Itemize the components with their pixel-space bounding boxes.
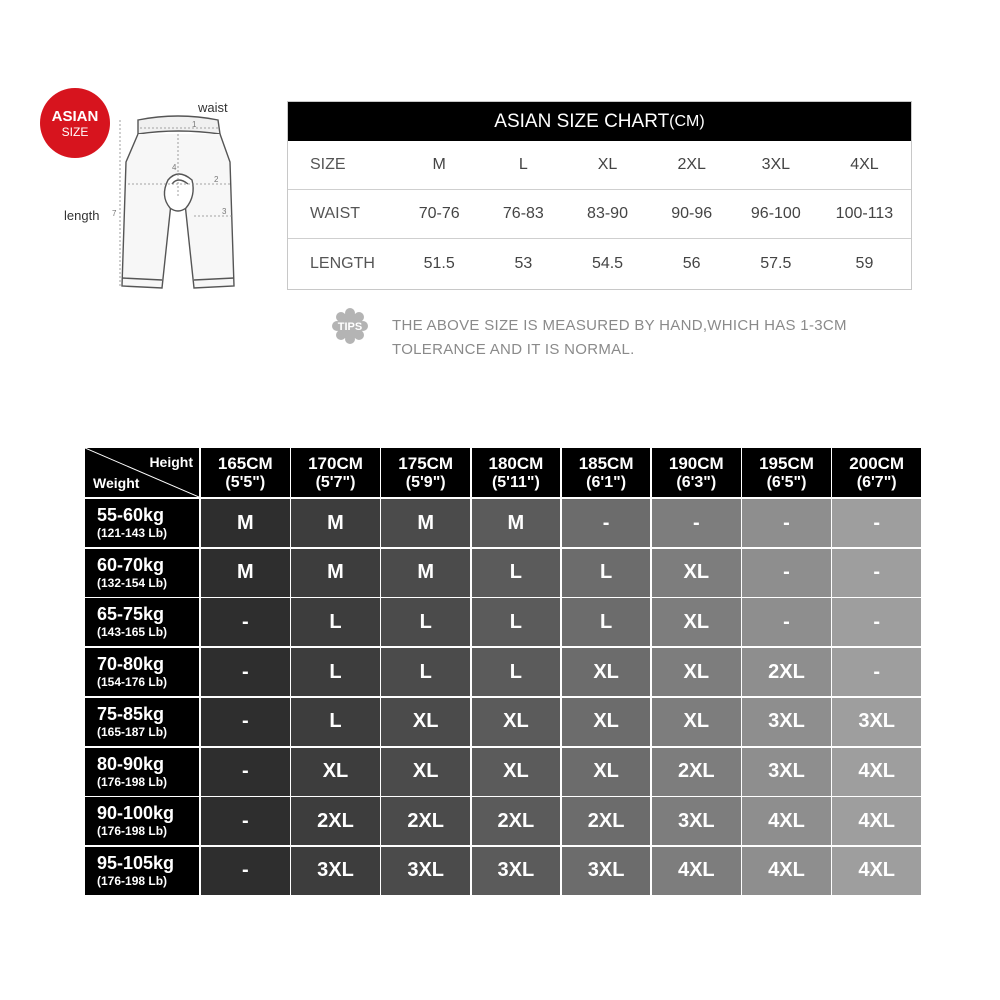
waist-label: waist [198, 100, 228, 115]
badge-line2: SIZE [61, 124, 89, 139]
size-recommendation-cell: XL [562, 648, 651, 696]
height-cm: 180CM [488, 454, 544, 473]
height-header [832, 448, 921, 497]
weight-lb: (176-198 Lb) [97, 774, 168, 789]
size-chart-cell: 90-96 [671, 205, 713, 222]
height-cm: 170CM [308, 454, 363, 473]
marker-2: 2 [214, 175, 219, 184]
weight-kg: 70-80kg [97, 654, 165, 675]
weight-kg: 75-85kg [97, 703, 165, 724]
size-recommendation-cell: M [381, 549, 470, 597]
height-cm: 200CM [849, 454, 905, 473]
size-recommendation-cell: - [201, 598, 290, 646]
size-recommendation-cell: - [201, 847, 290, 895]
size-chart-cell: 4XL [850, 156, 879, 173]
marker-4: 4 [172, 163, 177, 172]
height-ft: (6'1") [586, 474, 627, 491]
size-recommendation-cell: XL [472, 698, 561, 746]
size-chart-row-label: LENGTH [310, 254, 375, 272]
size-recommendation-cell: 4XL [742, 847, 831, 895]
size-recommendation-cell: - [652, 499, 741, 547]
size-chart-cell: 59 [855, 254, 874, 272]
table-corner [85, 448, 199, 497]
size-recommendation-cell: 2XL [291, 797, 380, 845]
height-cm: 190CM [668, 454, 724, 473]
size-recommendation-cell: L [472, 598, 561, 646]
weight-kg: 80-90kg [97, 753, 165, 774]
badge-line1: ASIAN [51, 107, 99, 125]
size-chart-cell: 96-100 [750, 205, 801, 222]
height-header [652, 448, 741, 497]
weight-lb: (121-143 Lb) [97, 526, 168, 540]
size-recommendation-cell: L [291, 598, 380, 646]
size-chart-row-label: SIZE [310, 156, 346, 173]
weight-header [85, 598, 199, 646]
size-recommendation-cell: XL [472, 748, 561, 796]
tips-icon-label: TIPS [337, 321, 363, 333]
weight-lb: (176-198 Lb) [97, 873, 168, 888]
height-cm: 195CM [759, 454, 814, 473]
size-recommendation-cell: - [742, 598, 831, 646]
size-recommendation-cell: 3XL [742, 748, 831, 796]
size-chart-cell: XL [597, 156, 618, 173]
size-chart-cell: L [518, 156, 528, 173]
size-recommendation-cell: 3XL [562, 847, 651, 895]
height-cm: 165CM [217, 454, 273, 473]
height-ft: (5'7") [315, 474, 356, 491]
size-recommendation-cell: - [832, 648, 921, 696]
corner-height-label: Height [149, 454, 193, 470]
weight-header [85, 797, 199, 845]
length-label: length [64, 208, 100, 223]
size-recommendation-cell: - [201, 748, 290, 796]
size-recommendation-cell: L [381, 598, 470, 646]
size-recommendation-cell: - [742, 549, 831, 597]
size-recommendation-cell: - [832, 499, 921, 547]
size-recommendation-cell: L [562, 598, 651, 646]
size-recommendation-cell: - [201, 797, 290, 845]
size-chart-title-text: ASIAN SIZE CHART [494, 110, 670, 132]
height-ft: (6'3") [676, 474, 717, 491]
height-cm: 185CM [578, 454, 634, 473]
weight-header [85, 847, 199, 895]
size-recommendation-cell: 4XL [742, 797, 831, 845]
size-chart-cell: 57.5 [760, 254, 792, 272]
weight-header [85, 648, 199, 696]
size-recommendation-cell: 3XL [291, 847, 380, 895]
size-chart-cell: 54.5 [591, 254, 624, 272]
size-chart-cell: 51.5 [423, 254, 455, 272]
height-ft: (5'11") [491, 474, 540, 491]
size-recommendation-cell: XL [652, 598, 741, 646]
size-chart-row [288, 141, 911, 190]
height-cm: 175CM [398, 454, 454, 473]
height-header [201, 448, 290, 497]
size-chart-title [288, 102, 911, 141]
tips-line1: THE ABOVE SIZE IS MEASURED BY HAND,WHICH HAS 1-3CM [392, 317, 847, 334]
weight-lb: (154-176 Lb) [97, 675, 168, 690]
weight-header [85, 549, 199, 597]
size-recommendation-cell: M [291, 499, 380, 547]
size-chart-row [288, 239, 911, 288]
size-recommendation-cell: 2XL [742, 648, 831, 696]
size-recommendation-cell: - [201, 698, 290, 746]
size-recommendation-cell: L [381, 648, 470, 696]
size-recommendation-cell: 3XL [742, 698, 831, 746]
height-header [291, 448, 380, 497]
size-recommendation-cell: M [201, 549, 290, 597]
size-chart-cell: 56 [682, 254, 701, 272]
corner-weight-label: Weight [93, 475, 140, 491]
size-recommendation-cell: XL [381, 748, 470, 796]
size-recommendation-cell: 4XL [832, 847, 921, 895]
size-chart-cell: 70-76 [418, 205, 460, 222]
marker-7: 7 [112, 209, 117, 218]
marker-3: 3 [222, 207, 227, 216]
size-chart-cell: 3XL [761, 156, 791, 173]
height-weight-size-table [85, 448, 915, 894]
size-recommendation-cell: L [472, 648, 561, 696]
weight-lb: (165-187 Lb) [97, 724, 168, 739]
size-chart-cell: 2XL [677, 156, 706, 173]
size-recommendation-cell: - [201, 648, 290, 696]
height-ft: (6'5") [766, 474, 807, 491]
height-ft: (6'7") [856, 474, 897, 491]
weight-header [85, 698, 199, 746]
size-recommendation-cell: M [472, 499, 561, 547]
marker-1: 1 [192, 120, 197, 129]
size-recommendation-cell: - [832, 598, 921, 646]
height-ft: (5'9") [405, 474, 446, 491]
size-recommendation-cell: 3XL [472, 847, 561, 895]
weight-kg: 55-60kg [97, 505, 165, 525]
size-recommendation-cell: XL [381, 698, 470, 746]
height-header [381, 448, 470, 497]
size-recommendation-cell: XL [562, 748, 651, 796]
shorts-diagram [60, 98, 270, 298]
weight-kg: 60-70kg [97, 554, 165, 575]
size-recommendation-cell: L [472, 549, 561, 597]
size-recommendation-cell: L [562, 549, 651, 597]
weight-lb: (143-165 Lb) [97, 625, 168, 640]
size-recommendation-cell: 2XL [381, 797, 470, 845]
size-recommendation-cell: XL [652, 698, 741, 746]
size-chart-cell: 100-113 [835, 205, 894, 222]
height-ft: (5'5") [225, 474, 266, 491]
tips-icon [330, 307, 370, 345]
size-recommendation-cell: - [832, 549, 921, 597]
size-recommendation-cell: 4XL [652, 847, 741, 895]
weight-lb: (176-198 Lb) [97, 824, 168, 839]
weight-kg: 95-105kg [97, 852, 175, 873]
size-recommendation-cell: 3XL [832, 698, 921, 746]
size-recommendation-cell: L [291, 698, 380, 746]
tips-line2: TOLERANCE AND IT IS NORMAL. [392, 341, 635, 358]
size-recommendation-cell: 2XL [472, 797, 561, 845]
size-recommendation-cell: 3XL [381, 847, 470, 895]
size-chart-row-label: WAIST [310, 205, 361, 222]
size-recommendation-cell: 3XL [652, 797, 741, 845]
height-header [742, 448, 831, 497]
size-recommendation-cell: M [201, 499, 290, 547]
size-recommendation-cell: XL [652, 549, 741, 597]
size-chart-cell: M [432, 156, 446, 173]
asian-size-chart [287, 101, 912, 290]
size-recommendation-cell: 4XL [832, 797, 921, 845]
size-chart-cell: 83-90 [587, 205, 628, 222]
size-chart-cell: 76-83 [502, 205, 544, 222]
size-chart-title-unit: (CM) [669, 112, 705, 130]
height-header [472, 448, 561, 497]
weight-header [85, 748, 199, 796]
size-recommendation-cell: 2XL [652, 748, 741, 796]
size-recommendation-cell: - [742, 499, 831, 547]
size-recommendation-cell: L [291, 648, 380, 696]
size-chart-cell: 53 [514, 254, 533, 272]
height-header [562, 448, 651, 497]
size-recommendation-cell: - [562, 499, 651, 547]
size-chart-row [288, 190, 911, 239]
size-recommendation-cell: 2XL [562, 797, 651, 845]
size-recommendation-cell: 4XL [832, 748, 921, 796]
size-recommendation-cell: XL [652, 648, 741, 696]
weight-kg: 90-100kg [97, 803, 175, 824]
size-recommendation-cell: XL [562, 698, 651, 746]
size-recommendation-cell: M [291, 549, 380, 597]
size-recommendation-cell: XL [291, 748, 380, 796]
weight-kg: 65-75kg [97, 604, 165, 625]
weight-lb: (132-154 Lb) [97, 575, 168, 590]
weight-header [85, 499, 199, 547]
tips-text [392, 314, 922, 362]
size-recommendation-cell: M [381, 499, 470, 547]
